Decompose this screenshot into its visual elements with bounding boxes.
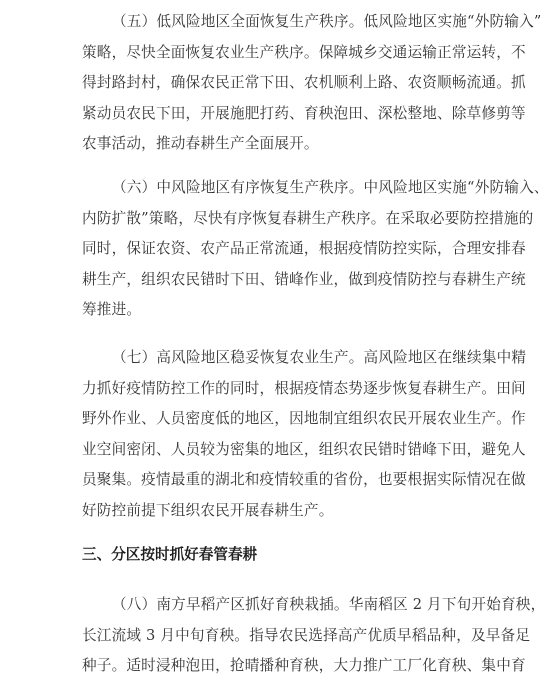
paragraph-6 [82, 173, 549, 326]
text-line: 农事活动，推动春耕生产全面展开。 [82, 135, 319, 152]
text-line: 筹推进。 [82, 301, 142, 318]
text-line: （五）低风险地区全面恢复生产秩序。低风险地区实施“外防输入” [112, 13, 542, 30]
text-line: （八）南方早稻产区抓好育秧栽插。华南稻区 2 月下旬开始育秧， [112, 596, 546, 613]
text-line: 野外作业、人员密度低的地区，因地制宜组织农民开展农业生产。作 [82, 410, 526, 427]
paragraph-8 [82, 590, 546, 682]
text-line: 长江流域 3 月中旬育秧。指导农民选择高产优质早稻品种，及早备足 [82, 626, 531, 644]
section-heading: 三、分区按时抓好春管春耕 [82, 546, 258, 563]
text-line: 同时，保证农资、农产品正常流通，根据疫情防控实际，合理安排春 [82, 240, 526, 257]
paragraph-7 [82, 343, 527, 526]
text-line: 力抓好疫情防控工作的同时，根据疫情态势逐步恢复春耕生产。田间 [82, 379, 526, 397]
text-line: 员聚集。疫情最重的湖北和疫情较重的省份，也要根据实际情况在做 [82, 471, 526, 488]
text-line: 业空间密闭、人员较为密集的地区，组织农民错时错峰下田，避免人 [82, 440, 526, 458]
text-line: 紧动员农民下田，开展施肥打药、育秧泡田、深松整地、除草修剪等 [82, 104, 526, 122]
paragraph-5 [82, 7, 542, 160]
text-line: 内防扩散”策略，尽快有序恢复春耕生产秩序。在采取必要防控措施的 [82, 209, 534, 227]
text-line: 好防控前提下组织农民开展春耕生产。 [82, 501, 334, 519]
text-line: （六）中风险地区有序恢复生产秩序。中风险地区实施“外防输入、 [112, 179, 549, 196]
text-line: 耕生产，组织农民错时下田、错峰作业，做到疫情防控与春耕生产统 [82, 270, 526, 288]
text-line: （七）高风险地区稳妥恢复农业生产。高风险地区在继续集中精 [112, 349, 527, 366]
text-line: 得封路封村，确保农民正常下田、农机顺利上路、农资顺畅流通。抓 [82, 74, 526, 91]
text-line: 种子。适时浸种泡田，抢晴播种育秧，大力推广工厂化育秧、集中育 [82, 657, 526, 674]
text-line: 策略，尽快全面恢复农业生产秩序。保障城乡交通运输正常运转，不 [82, 43, 526, 61]
